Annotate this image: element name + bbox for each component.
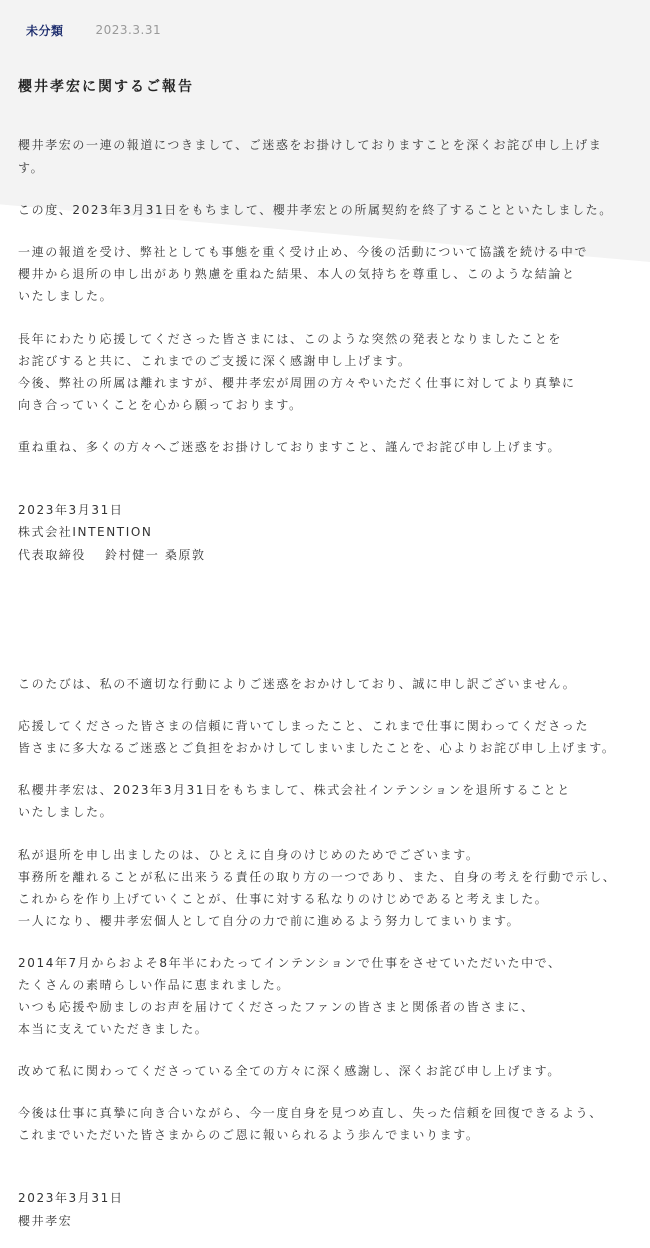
statement-line: 改めて私に関わってくださっている全ての方々に深く感謝し、深くお詫び申し上げます。 (18, 1064, 561, 1078)
statement-line: 事務所を離れることが私に出来うる責任の取り方の一つであり、また、自身の考えを行動で示し、 (18, 870, 617, 884)
category-label[interactable]: 未分類 (26, 23, 64, 38)
statement-line: 櫻井孝宏の一連の報道につきまして、ご迷惑をお掛けしておりますことを深くお詫び申し上げま (18, 138, 603, 152)
statement-line: この度、2023年3月31日をもちまして、櫻井孝宏との所属契約を終了することといたしました。 (18, 203, 613, 217)
statement-line: これまでいただいた皆さまからのご恩に報いられるよう歩んでまいります。 (18, 1128, 480, 1142)
statement-line: 皆さまに多大なるご迷惑とご負担をおかけしてしまいましたことを、心よりお詫び申し上げます。 (18, 741, 616, 755)
personal-statement-date: 2023年3月31日 (18, 1191, 124, 1205)
statement-line: これからを作り上げていくことが、仕事に対する私なりのけじめであると考えました。 (18, 892, 549, 906)
page-title: 櫻井孝宏に関するご報告 (18, 79, 194, 95)
statement-line: いたしました。 (18, 805, 114, 819)
company-statement-date: 2023年3月31日 (18, 503, 124, 517)
statement-line: す。 (18, 161, 45, 175)
statement-line: いたしました。 (18, 289, 114, 303)
statement-line: このたびは、私の不適切な行動によりご迷惑をおかけしており、誠に申し訳ございません。 (18, 677, 577, 691)
statement-line: 私櫻井孝宏は、2023年3月31日をもちまして、株式会社インテンションを退所することと (18, 783, 571, 797)
statement-line: いつも応援や励ましのお声を届けてくださったファンの皆さまと関係者の皆さまに、 (18, 1000, 535, 1014)
statement-line: 私が退所を申し出ましたのは、ひとえに自身のけじめのためでございます。 (18, 848, 480, 862)
statement-line: 今後、弊社の所属は離れますが、櫻井孝宏が周囲の方々やいただく仕事に対してより真摯に (18, 376, 576, 390)
company-representatives: 代表取締役 鈴村健一 桑原敦 (18, 548, 206, 562)
statement-line: 長年にわたり応援してくださった皆さまには、このような突然の発表となりましたことを (18, 332, 563, 346)
statement-line: 本当に支えていただきました。 (18, 1022, 209, 1036)
signature-name: 櫻井孝宏 (18, 1214, 73, 1228)
statement-line: お詫びすると共に、これまでのご支援に深く感謝申し上げます。 (18, 354, 412, 368)
statement-line: 一連の報道を受け、弊社としても事態を重く受け止め、今後の活動について協議を続ける中で (18, 245, 589, 259)
statement-line: 向き合っていくことを心から願っております。 (18, 398, 303, 412)
post-date: 2023.3.31 (95, 23, 162, 37)
post-meta (18, 20, 161, 40)
statement-line: 一人になり、櫻井孝宏個人として自分の力で前に進めるよう努力してまいります。 (18, 914, 521, 928)
statement-line: 2014年7月からおよそ8年半にわたってインテンションで仕事をさせていただいた中で、 (18, 956, 562, 970)
statement-line: 今後は仕事に真摯に向き合いながら、今一度自身を見つめ直し、失った信頼を回復できるよう、 (18, 1106, 603, 1120)
statement-line: たくさんの素晴らしい作品に恵まれました。 (18, 978, 291, 992)
statement-line: 櫻井から退所の申し出があり熟慮を重ねた結果、本人の気持ちを尊重し、このような結論と (18, 267, 576, 281)
statement-line: 応援してくださった皆さまの信頼に背いてしまったこと、これまで仕事に関わってくださった (18, 719, 590, 733)
company-name: 株式会社INTENTION (18, 525, 153, 539)
statement-line: 重ね重ね、多くの方々へご迷惑をお掛けしておりますこと、謹んでお詫び申し上げます。 (18, 440, 562, 454)
